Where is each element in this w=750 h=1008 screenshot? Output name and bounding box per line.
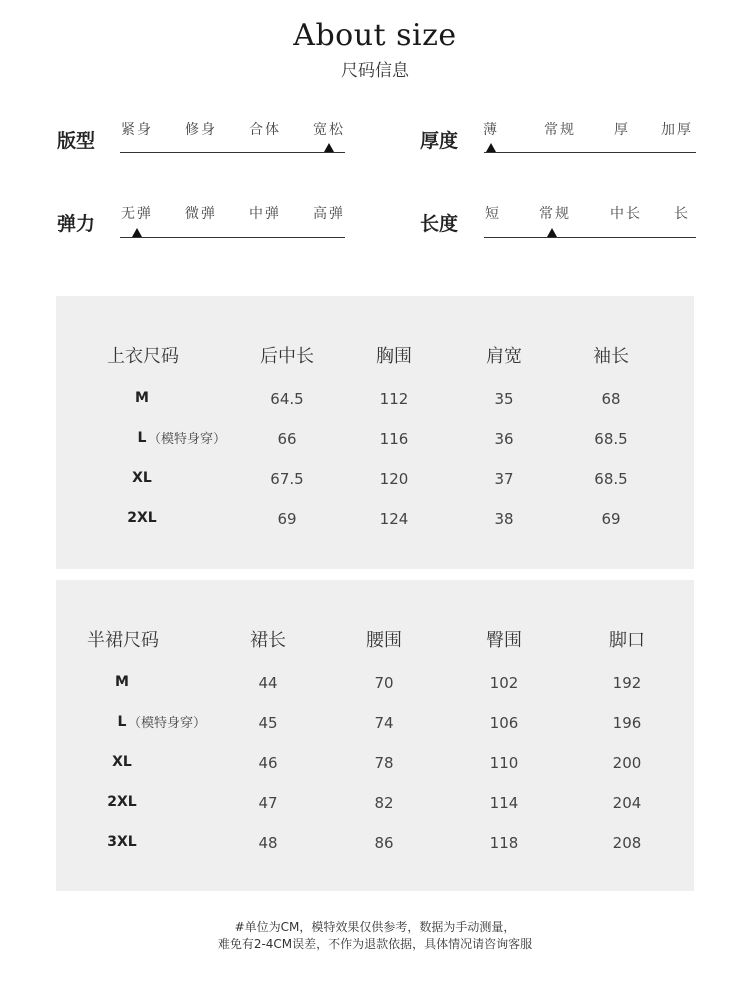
fit-label: 版型	[57, 130, 96, 152]
skirt-header-hip: 臀围	[486, 630, 522, 651]
skirt-m-hem: 192	[612, 674, 642, 692]
length-option-3: 中长	[610, 206, 642, 222]
top-xl-shoulder: 37	[494, 470, 514, 488]
skirt-xl-length: 46	[258, 754, 278, 772]
fit-marker	[324, 143, 334, 152]
top-xl-chest: 120	[379, 470, 409, 488]
top-l-sleeve: 68.5	[594, 430, 628, 448]
skirt-size-table	[56, 580, 694, 891]
top-header-shoulder: 肩宽	[486, 346, 522, 367]
skirt-size-3xl: 3XL	[107, 834, 137, 850]
fit-scale-line	[120, 152, 345, 153]
thickness-label: 厚度	[420, 130, 459, 152]
skirt-3xl-hem: 208	[612, 834, 642, 852]
skirt-2xl-hip: 114	[489, 794, 519, 812]
skirt-l-hem: 196	[612, 714, 642, 732]
skirt-3xl-length: 48	[258, 834, 278, 852]
length-option-4: 长	[674, 206, 690, 222]
top-xl-back-length: 67.5	[270, 470, 304, 488]
thickness-scale-line	[484, 152, 696, 153]
elasticity-option-3: 中弹	[249, 206, 281, 222]
fit-option-1: 紧身	[121, 122, 153, 138]
elasticity-marker	[132, 228, 142, 237]
skirt-header-length: 裙长	[250, 630, 286, 651]
skirt-xl-waist: 78	[374, 754, 394, 772]
top-size-l: L	[137, 430, 147, 446]
skirt-l-length: 45	[258, 714, 278, 732]
length-scale-line	[484, 237, 696, 238]
skirt-m-length: 44	[258, 674, 278, 692]
skirt-2xl-length: 47	[258, 794, 278, 812]
footer-note-line-2: 难免有2-4CM误差，不作为退款依据，具体情况请咨询客服	[217, 937, 533, 951]
top-xl-sleeve: 68.5	[594, 470, 628, 488]
top-size-xl: XL	[132, 470, 152, 486]
skirt-l-waist: 74	[374, 714, 394, 732]
skirt-2xl-waist: 82	[374, 794, 394, 812]
page-title: About size	[293, 18, 457, 53]
top-size-table	[56, 296, 694, 569]
skirt-m-waist: 70	[374, 674, 394, 692]
length-marker	[547, 228, 557, 237]
skirt-m-hip: 102	[489, 674, 519, 692]
top-m-shoulder: 35	[494, 390, 514, 408]
skirt-header-size: 半裙尺码	[87, 630, 159, 651]
top-2xl-shoulder: 38	[494, 510, 514, 528]
top-header-back-length: 后中长	[260, 346, 314, 367]
top-m-back-length: 64.5	[270, 390, 304, 408]
skirt-3xl-waist: 86	[374, 834, 394, 852]
top-header-size: 上衣尺码	[107, 346, 179, 367]
skirt-xl-hem: 200	[612, 754, 642, 772]
top-l-chest: 116	[379, 430, 409, 448]
skirt-size-m: M	[115, 674, 129, 690]
thickness-option-2: 常规	[544, 122, 576, 138]
thickness-option-1: 薄	[483, 122, 499, 138]
top-l-model-note: （模特身穿）	[148, 432, 227, 447]
elasticity-option-1: 无弹	[121, 206, 153, 222]
skirt-size-l: L	[117, 714, 127, 730]
elasticity-option-4: 高弹	[313, 206, 345, 222]
length-option-2: 常规	[539, 206, 571, 222]
skirt-l-hip: 106	[489, 714, 519, 732]
top-size-m: M	[135, 390, 149, 406]
skirt-xl-hip: 110	[489, 754, 519, 772]
elasticity-scale-line	[120, 237, 345, 238]
page-subtitle: 尺码信息	[341, 61, 409, 81]
elasticity-label: 弹力	[57, 213, 96, 235]
thickness-option-3: 厚	[614, 122, 630, 138]
skirt-l-model-note: （模特身穿）	[128, 716, 207, 731]
top-size-2xl: 2XL	[127, 510, 157, 526]
top-2xl-chest: 124	[379, 510, 409, 528]
length-label: 长度	[420, 213, 459, 235]
skirt-size-xl: XL	[112, 754, 132, 770]
skirt-header-waist: 腰围	[366, 630, 402, 651]
fit-option-2: 修身	[185, 122, 217, 138]
fit-option-3: 合体	[249, 122, 281, 138]
top-l-shoulder: 36	[494, 430, 514, 448]
top-l-back-length: 66	[277, 430, 297, 448]
fit-option-4: 宽松	[313, 122, 345, 138]
top-2xl-back-length: 69	[277, 510, 297, 528]
top-m-chest: 112	[379, 390, 409, 408]
top-2xl-sleeve: 69	[601, 510, 621, 528]
skirt-header-hem: 脚口	[609, 630, 645, 651]
top-header-sleeve: 袖长	[593, 346, 629, 367]
top-m-sleeve: 68	[601, 390, 621, 408]
footer-note-line-1: #单位为CM，模特效果仅供参考，数据为手动测量，	[234, 920, 516, 934]
top-header-chest: 胸围	[376, 346, 412, 367]
skirt-size-2xl: 2XL	[107, 794, 137, 810]
skirt-3xl-hip: 118	[489, 834, 519, 852]
thickness-option-4: 加厚	[661, 122, 693, 138]
length-option-1: 短	[485, 206, 501, 222]
skirt-2xl-hem: 204	[612, 794, 642, 812]
thickness-marker	[486, 143, 496, 152]
elasticity-option-2: 微弹	[185, 206, 217, 222]
